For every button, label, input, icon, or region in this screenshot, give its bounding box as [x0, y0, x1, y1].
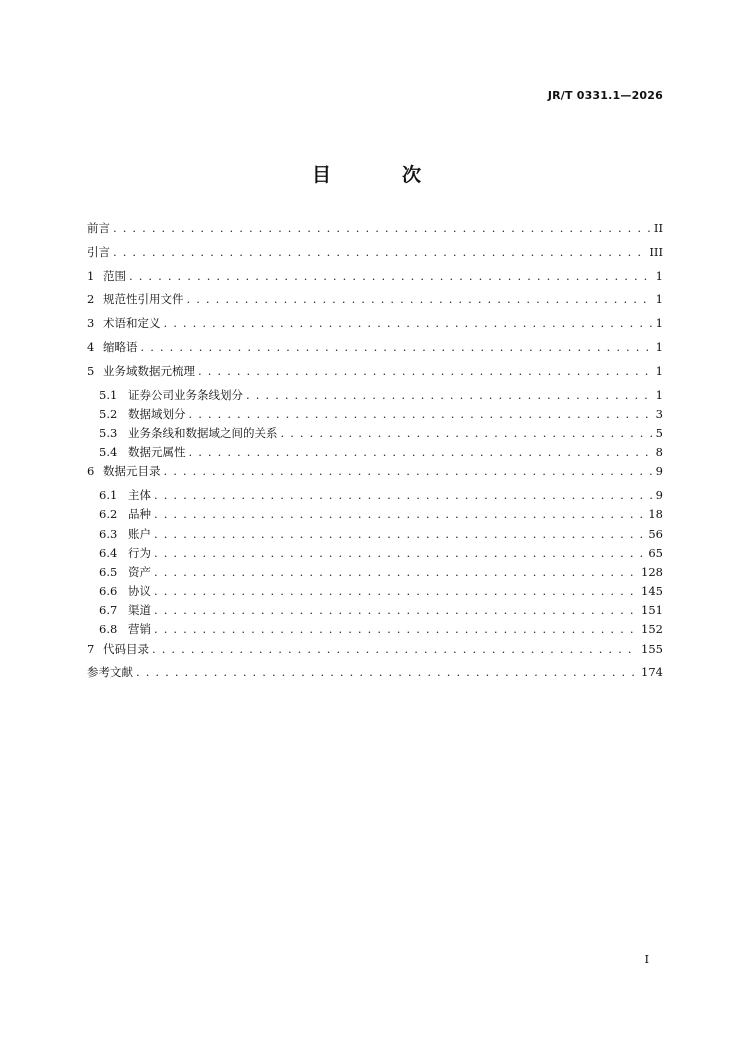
- toc-dot-leader: [154, 506, 645, 522]
- toc-entry-number: 5.4: [99, 445, 118, 460]
- toc-entry-page: 1: [655, 339, 663, 354]
- toc-entry-heading: [87, 315, 161, 331]
- toc-dot-leader: [154, 545, 645, 561]
- toc-entry[interactable]: [87, 664, 663, 688]
- toc-entry-page: III: [649, 244, 663, 259]
- toc-entry-label: 资产: [128, 564, 151, 579]
- toc-dot-leader: [129, 268, 653, 284]
- toc-entry[interactable]: [87, 339, 663, 363]
- toc-entry-label: 规范性引用文件: [103, 292, 184, 307]
- toc-entry[interactable]: [87, 444, 663, 463]
- toc-entry-page: 65: [648, 545, 663, 560]
- toc-entry-label: 行为: [128, 545, 151, 560]
- toc-dot-leader: [164, 463, 653, 479]
- toc-entry-page: 152: [641, 622, 663, 637]
- toc-dot-leader: [189, 406, 653, 422]
- toc-entry-label: 渠道: [128, 603, 151, 618]
- table-of-contents: [87, 220, 663, 688]
- toc-entry-label: 营销: [128, 622, 151, 637]
- toc-entry[interactable]: [87, 425, 663, 444]
- toc-entry-heading: [87, 621, 151, 637]
- toc-entry-label: 数据元属性: [128, 445, 186, 460]
- toc-entry-number: 5: [87, 363, 95, 378]
- toc-entry-page: 1: [655, 292, 663, 307]
- toc-entry-page: 128: [641, 564, 663, 579]
- toc-entry-heading: [87, 583, 151, 599]
- toc-entry[interactable]: [87, 526, 663, 545]
- toc-entry-heading: [87, 664, 133, 680]
- toc-dot-leader: [154, 487, 653, 503]
- toc-entry-page: 145: [641, 584, 663, 599]
- toc-entry-page: 9: [655, 488, 663, 503]
- toc-entry-label: 引言: [87, 244, 110, 259]
- toc-dot-leader: [141, 339, 653, 355]
- toc-entry[interactable]: [87, 363, 663, 387]
- toc-entry[interactable]: [87, 291, 663, 315]
- toc-entry-number: 6: [87, 464, 95, 479]
- toc-entry-number: 6.3: [99, 526, 118, 541]
- toc-entry-page: 56: [648, 526, 663, 541]
- toc-dot-leader: [246, 387, 653, 403]
- toc-dot-leader: [154, 564, 638, 580]
- toc-entry-label: 范围: [103, 268, 126, 283]
- toc-entry-number: 5.2: [99, 406, 118, 421]
- toc-entry[interactable]: [87, 602, 663, 621]
- toc-entry-heading: [87, 545, 151, 561]
- toc-entry-heading: [87, 526, 151, 542]
- toc-entry-number: 2: [87, 292, 95, 307]
- toc-entry-heading: [87, 425, 278, 441]
- toc-entry-page: 8: [655, 445, 663, 460]
- toc-entry-label: 品种: [128, 507, 151, 522]
- toc-entry-number: 6.2: [99, 507, 118, 522]
- toc-entry-number: 4: [87, 339, 95, 354]
- toc-entry-label: 证券公司业务条线划分: [128, 387, 243, 402]
- toc-dot-leader: [198, 363, 653, 379]
- toc-entry-number: 7: [87, 641, 95, 656]
- toc-entry-page: 155: [641, 641, 663, 656]
- toc-dot-leader: [152, 641, 638, 657]
- toc-dot-leader: [281, 425, 653, 441]
- toc-entry-number: 6.6: [99, 584, 118, 599]
- toc-entry[interactable]: [87, 406, 663, 425]
- toc-dot-leader: [187, 291, 653, 307]
- toc-dot-leader: [189, 444, 653, 460]
- toc-entry-heading: [87, 641, 149, 657]
- document-code: JR/T 0331.1—2026: [547, 89, 663, 102]
- toc-entry-heading: [87, 444, 186, 460]
- toc-dot-leader: [154, 583, 638, 599]
- toc-entry-heading: [87, 363, 195, 379]
- toc-entry-page: 1: [655, 363, 663, 378]
- toc-entry-label: 缩略语: [103, 339, 138, 354]
- toc-entry-page: 9: [655, 464, 663, 479]
- toc-entry-label: 参考文献: [87, 665, 133, 680]
- toc-entry-label: 业务域数据元梳理: [103, 363, 195, 378]
- toc-entry-heading: [87, 244, 110, 260]
- toc-entry-label: 账户: [128, 526, 151, 541]
- toc-entry[interactable]: [87, 463, 663, 487]
- toc-entry-heading: [87, 602, 151, 618]
- toc-entry-label: 协议: [128, 584, 151, 599]
- toc-entry[interactable]: [87, 487, 663, 506]
- toc-entry-page: 3: [655, 406, 663, 421]
- toc-entry-number: 6.8: [99, 622, 118, 637]
- toc-entry-number: 6.5: [99, 564, 118, 579]
- toc-entry-heading: [87, 339, 138, 355]
- toc-entry-number: 5.3: [99, 425, 118, 440]
- toc-entry-page: II: [653, 221, 663, 235]
- toc-dot-leader: [113, 220, 651, 236]
- toc-entry-number: 6.1: [99, 488, 118, 503]
- toc-entry-number: 3: [87, 316, 95, 331]
- toc-entry[interactable]: [87, 506, 663, 525]
- toc-dot-leader: [164, 315, 653, 331]
- toc-entry[interactable]: [87, 387, 663, 406]
- toc-entry-page: 1: [655, 387, 663, 402]
- toc-entry-heading: [87, 268, 126, 284]
- page-number: I: [644, 952, 649, 966]
- toc-entry-label: 前言: [87, 221, 110, 235]
- toc-entry[interactable]: [87, 621, 663, 640]
- toc-entry-label: 术语和定义: [103, 316, 161, 331]
- toc-entry-page: 18: [648, 507, 663, 522]
- toc-dot-leader: [154, 621, 638, 637]
- toc-entry[interactable]: [87, 220, 663, 244]
- toc-entry[interactable]: [87, 268, 663, 292]
- toc-dot-leader: [113, 244, 646, 260]
- toc-entry[interactable]: [87, 564, 663, 583]
- toc-entry-number: 6.7: [99, 603, 118, 618]
- toc-entry[interactable]: [87, 244, 663, 268]
- toc-dot-leader: [154, 602, 638, 618]
- toc-entry-label: 主体: [128, 488, 151, 503]
- page-title: 目 次: [311, 164, 447, 186]
- toc-entry-label: 代码目录: [103, 641, 149, 656]
- toc-entry-page: 1: [655, 268, 663, 283]
- toc-entry-label: 数据元目录: [103, 464, 161, 479]
- toc-entry-heading: [87, 387, 243, 403]
- toc-entry-label: 数据域划分: [128, 406, 186, 421]
- toc-entry[interactable]: [87, 315, 663, 339]
- toc-entry-heading: [87, 506, 151, 522]
- toc-entry-label: 业务条线和数据域之间的关系: [128, 425, 278, 440]
- toc-entry[interactable]: [87, 583, 663, 602]
- toc-entry-number: 1: [87, 268, 95, 283]
- toc-entry-page: 151: [641, 603, 663, 618]
- toc-entry-number: 5.1: [99, 387, 118, 402]
- toc-entry-heading: [87, 463, 161, 479]
- toc-entry-page: 1: [655, 316, 663, 331]
- toc-entry[interactable]: [87, 545, 663, 564]
- toc-entry-heading: [87, 406, 186, 422]
- toc-entry[interactable]: [87, 641, 663, 665]
- toc-entry-heading: [87, 220, 110, 236]
- toc-entry-heading: [87, 487, 151, 503]
- toc-dot-leader: [136, 664, 638, 680]
- toc-dot-leader: [154, 526, 645, 542]
- toc-entry-page: 174: [641, 665, 663, 680]
- toc-entry-page: 5: [655, 425, 663, 440]
- toc-entry-number: 6.4: [99, 545, 118, 560]
- toc-entry-heading: [87, 291, 184, 307]
- toc-entry-heading: [87, 564, 151, 580]
